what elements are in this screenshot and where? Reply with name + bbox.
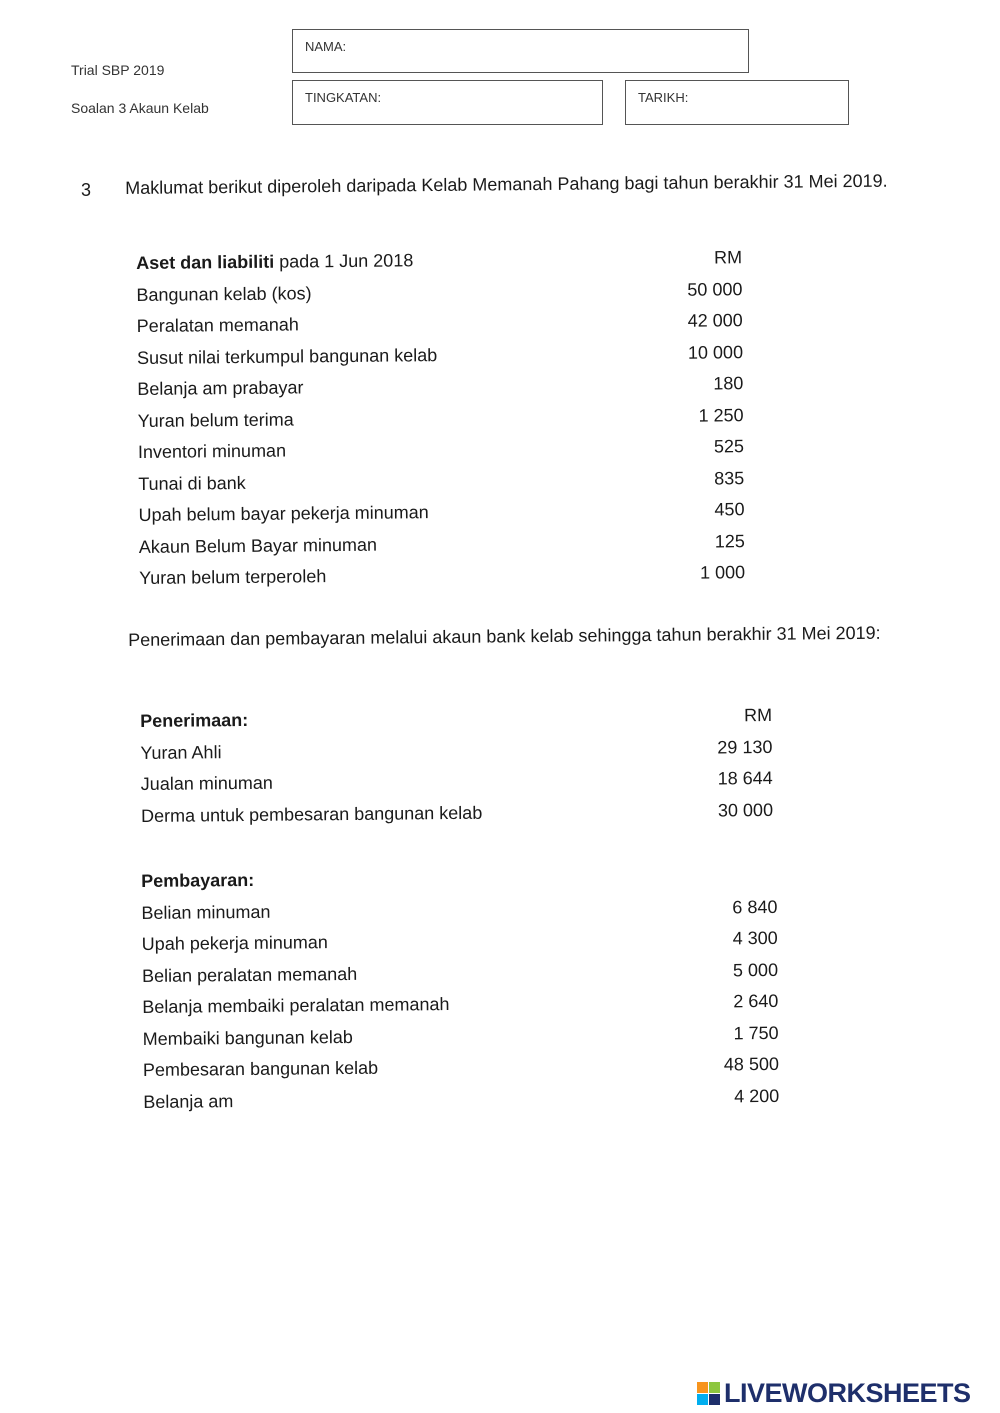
assets-heading: Aset dan liabiliti xyxy=(136,251,275,274)
logo-square-3 xyxy=(697,1394,708,1405)
receipts-heading: Penerimaan: xyxy=(140,710,249,732)
date-field[interactable] xyxy=(625,80,849,125)
form-field[interactable] xyxy=(292,80,603,125)
payments-heading: Pembayaran: xyxy=(141,870,255,892)
liveworksheets-logo[interactable] xyxy=(697,1378,971,1409)
list-item: Belanja membaiki peralatan memanah 2 640 xyxy=(142,991,779,1018)
question-intro: Maklumat berikut diperoleh daripada Kelab Memanah Pahang bagi tahun berakhir 31 Mei 2019. xyxy=(125,170,888,198)
receipts-section xyxy=(140,700,773,832)
name-label: NAMA: xyxy=(305,39,347,54)
list-item: Susut nilai terkumpul bangunan kelab 10 000 xyxy=(136,341,744,368)
subject-label: Soalan 3 Akaun Kelab xyxy=(71,100,209,116)
list-item: Belanja am prabayar 180 xyxy=(137,373,744,400)
list-item: Jualan minuman 18 644 xyxy=(140,768,773,795)
list-item: Belian peralatan memanah 5 000 xyxy=(141,959,779,986)
list-item: Belian minuman 6 840 xyxy=(141,896,778,923)
logo-square-4 xyxy=(709,1394,720,1405)
name-field[interactable] xyxy=(292,29,749,73)
receipts-currency: RM xyxy=(744,705,773,726)
list-item: Akaun Belum Bayar minuman 125 xyxy=(138,530,745,557)
logo-square-1 xyxy=(697,1382,708,1393)
list-item: Upah belum bayar pekerja minuman 450 xyxy=(138,499,745,526)
liveworksheets-brand: LIVEWORKSHEETS xyxy=(724,1378,971,1408)
date-label: TARIKH: xyxy=(638,90,689,105)
list-item: Pembesaran bangunan kelab 48 500 xyxy=(142,1054,780,1081)
bank-intro: Penerimaan dan pembayaran melalui akaun bank kelab sehingga tahun berakhir 31 Mei 2019: xyxy=(128,622,881,650)
list-item: Belanja am 4 200 xyxy=(143,1085,780,1112)
list-item: Upah pekerja minuman 4 300 xyxy=(141,928,778,955)
list-item: Inventori minuman 525 xyxy=(137,436,745,463)
list-item: Derma untuk pembesaran bangunan kelab 30 000 xyxy=(140,799,774,826)
payments-section xyxy=(141,860,779,1118)
logo-square-2 xyxy=(709,1382,720,1393)
list-item: Membaiki bangunan kelab 1 750 xyxy=(142,1022,779,1049)
assets-heading-date: pada 1 Jun 2018 xyxy=(274,250,414,272)
list-item: Tunai di bank 835 xyxy=(138,467,745,494)
liveworksheets-logo-icon xyxy=(697,1382,720,1405)
list-item: Bangunan kelab (kos) 50 000 xyxy=(136,278,743,305)
list-item: Peralatan memanah 42 000 xyxy=(136,310,743,337)
trial-label: Trial SBP 2019 xyxy=(71,62,165,78)
question-number: 3 xyxy=(81,180,92,200)
list-item: Yuran Ahli 29 130 xyxy=(140,736,773,763)
assets-section xyxy=(136,242,745,594)
list-item: Yuran belum terima 1 250 xyxy=(137,404,744,431)
assets-currency: RM xyxy=(714,247,743,268)
form-label: TINGKATAN: xyxy=(305,90,382,105)
list-item: Yuran belum terperoleh 1 000 xyxy=(139,562,746,589)
